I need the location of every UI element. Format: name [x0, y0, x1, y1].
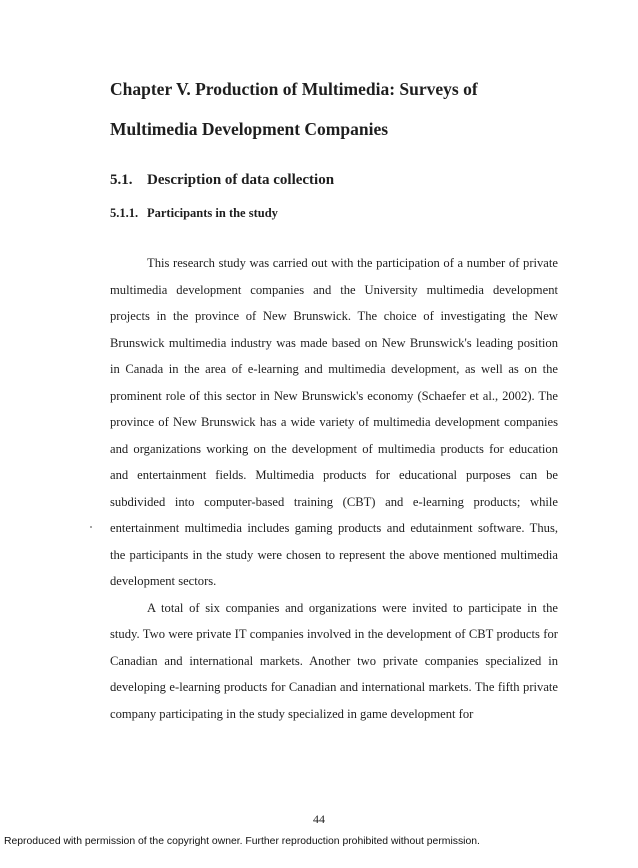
section-heading [110, 172, 334, 189]
scan-speck [90, 526, 92, 528]
chapter-title-line-2: Multimedia Development Companies [110, 119, 389, 139]
subsection-title: Participants in the study [147, 206, 278, 220]
body-text [110, 250, 558, 727]
paragraph-2: A total of six companies and organizations were invited to participate in the study. Two were private IT companies involved in the development of CBT products for Canadian and international markets. Another two private companies specialized in developing e-learning products for Canadian and international markets. The fifth private company participating in the study specialized in game development for [110, 600, 558, 721]
chapter-title-line-1: Chapter V. Production of Multimedia: Surveys of [110, 79, 478, 99]
paragraph-1: This research study was carried out with the participation of a number of private multimedia development companies and the University multimedia development projects in the province of New Brunswick. The choice of investigating the New Brunswick multimedia industry was made based on New Brunswick's leading position in Canada in the area of e-learning and multimedia development, as well as on the prominent role of this sector in New Brunswick's economy (Schaefer et al., 2002). The province of New Brunswick has a wide variety of multimedia development companies and organizations working on the development of multimedia products for education and entertainment fields. Multimedia products for educational purposes can be subdivided into computer-based training (CBT) and e-learning products; while entertainment multimedia includes gaming products and edutainment software. Thus, the participants in the study were chosen to represent the above mentioned multimedia development sectors. [110, 256, 558, 588]
section-title: Description of data collection [147, 172, 335, 188]
copyright-notice: Reproduced with permission of the copyright owner. Further reproduction prohibited without permission. [4, 836, 480, 847]
page-number: 44 [313, 812, 325, 826]
subsection-heading [110, 206, 278, 221]
section-number: 5.1. [110, 172, 133, 188]
subsection-number: 5.1.1. [110, 206, 139, 220]
